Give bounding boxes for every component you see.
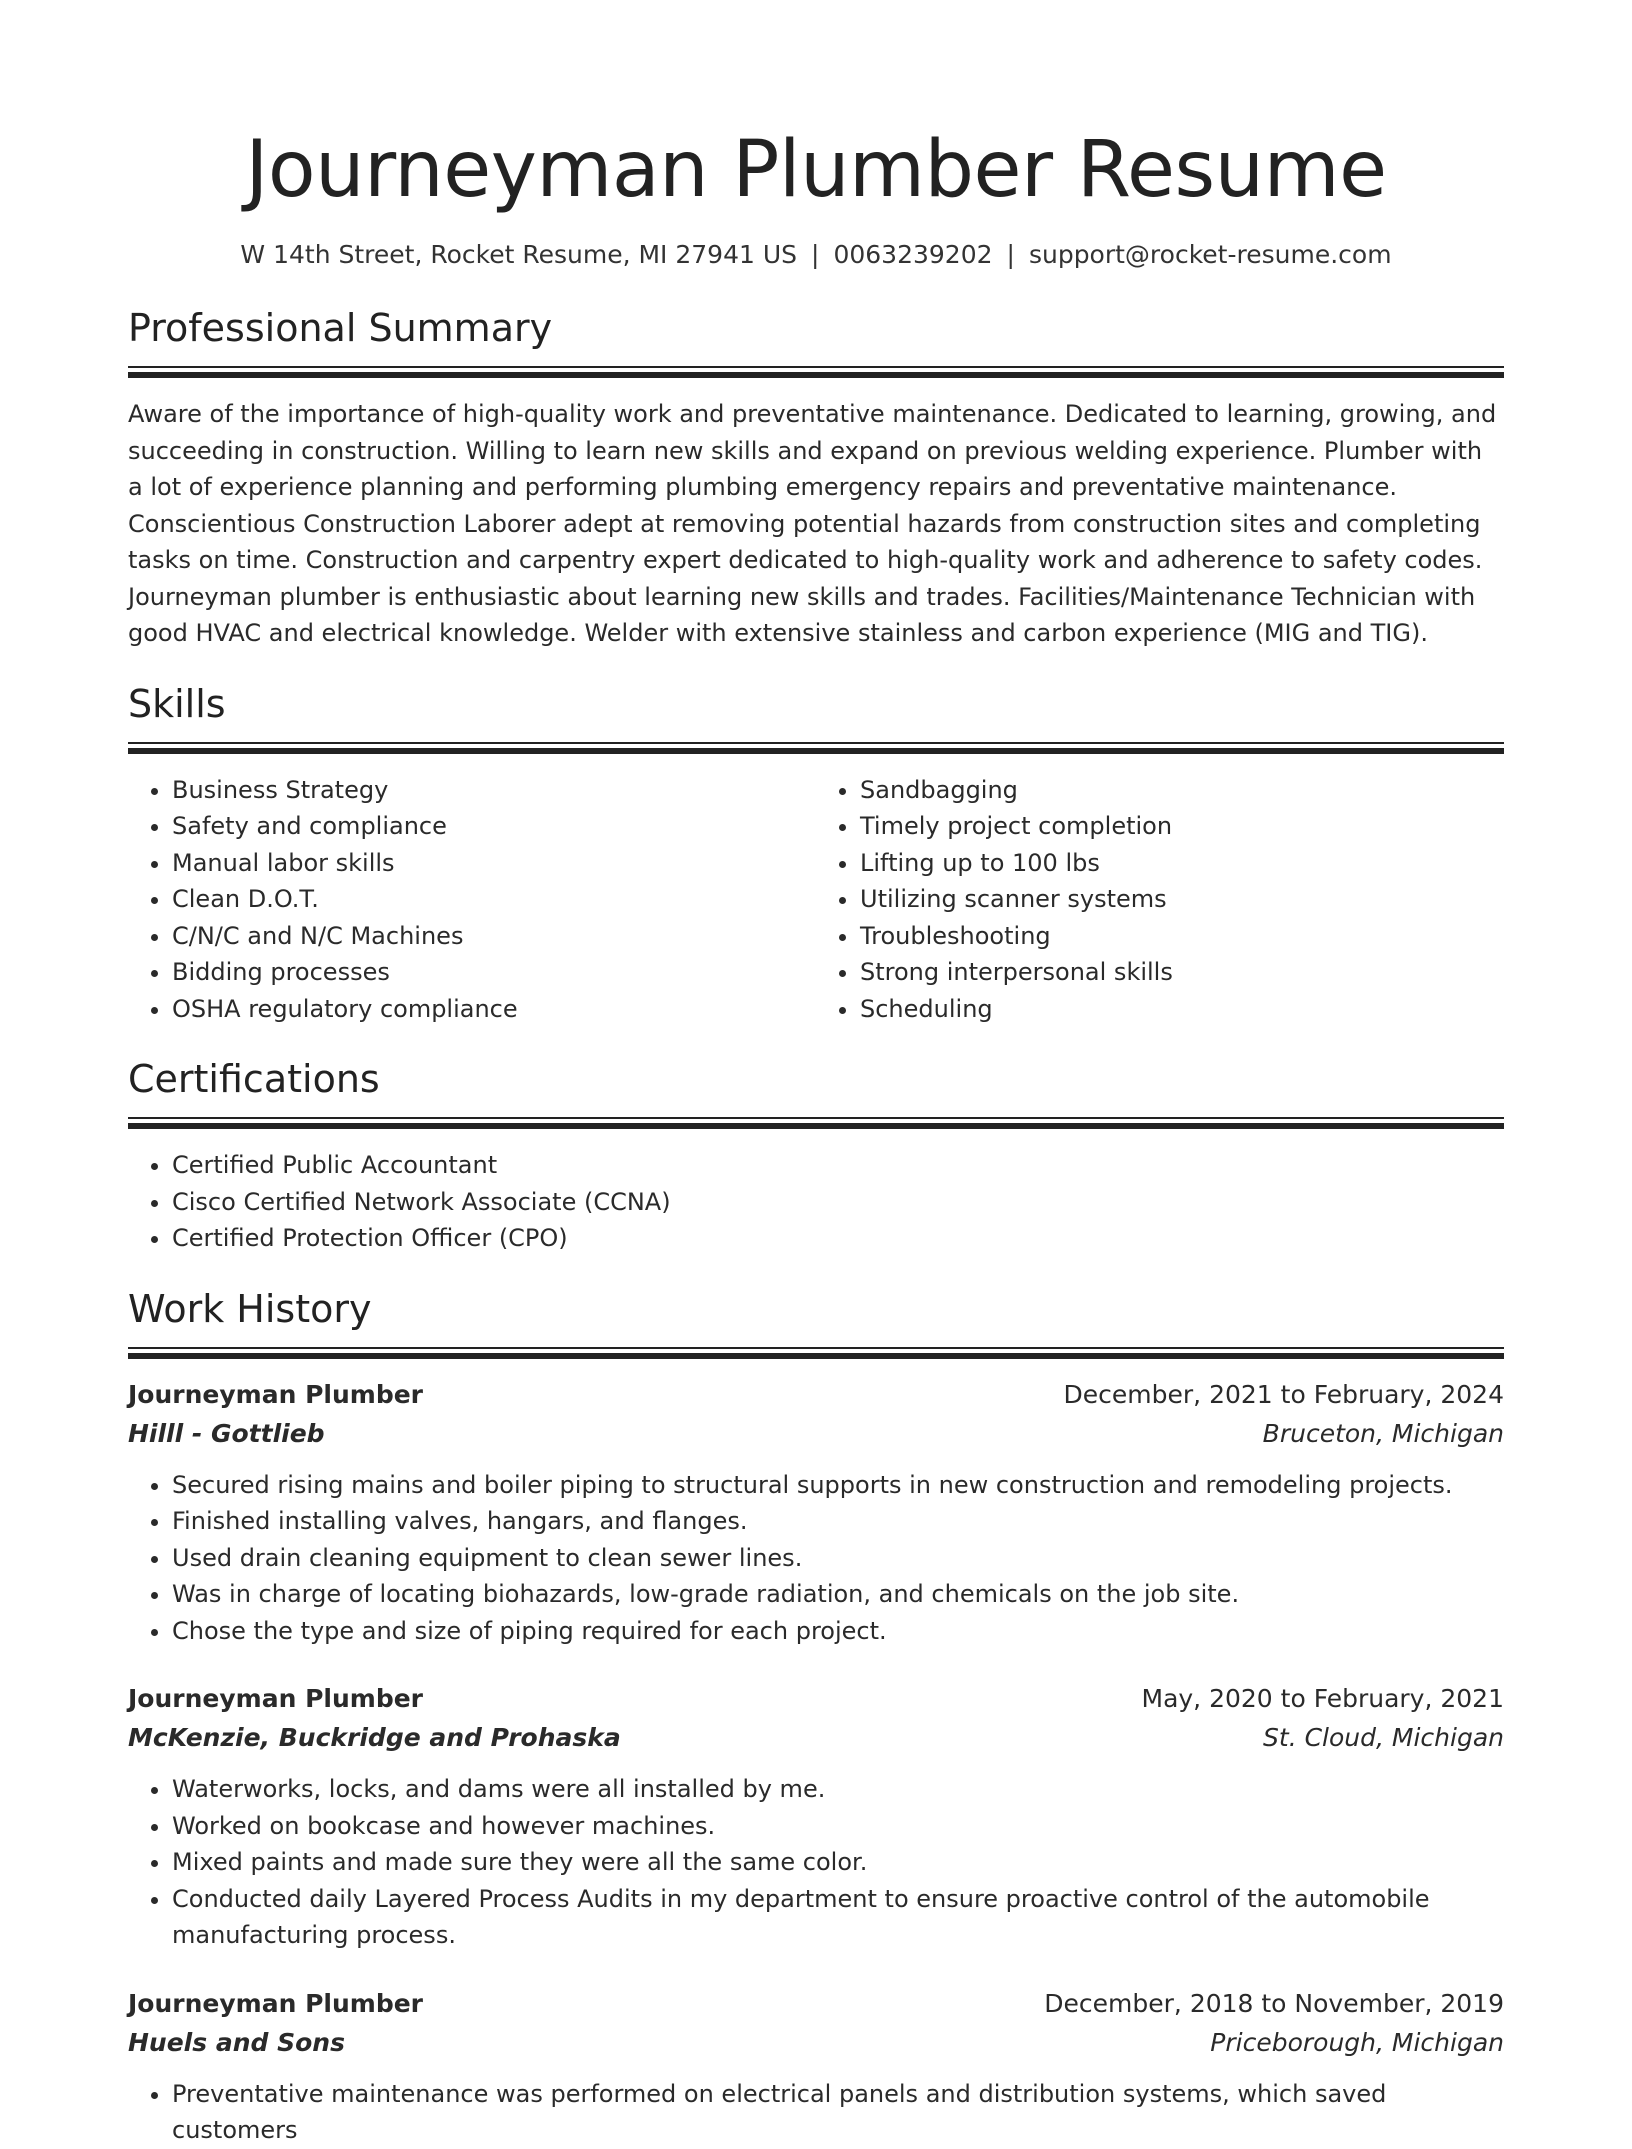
job-header <box>128 1984 1504 2023</box>
skills-list-right <box>816 772 1504 1028</box>
skill-item: • Scheduling <box>860 991 1504 1028</box>
job-bullets <box>128 1467 1504 1650</box>
job-bullets <box>128 1771 1504 1954</box>
job-dates: May, 2020 to February, 2021 <box>1141 1684 1504 1713</box>
contact-address: W 14th Street, Rocket Resume, MI 27941 US <box>240 240 798 269</box>
job-location: Priceborough, Michigan <box>1210 2027 1504 2057</box>
work-history-section <box>128 1285 1504 2149</box>
certification-item: • Certified Public Accountant <box>172 1147 1504 1184</box>
skills-grid <box>128 772 1504 1028</box>
skill-item: • Utilizing scanner systems <box>860 881 1504 918</box>
job-subheader <box>128 1414 1504 1453</box>
job-header <box>128 1375 1504 1414</box>
job-subheader <box>128 2023 1504 2062</box>
job-bullet: • Secured rising mains and boiler piping to structural supports in new construction and remodeling projects. <box>172 1467 1504 1504</box>
job-location: Bruceton, Michigan <box>1262 1418 1504 1448</box>
work-history-heading: Work History <box>128 1286 372 1331</box>
skill-item: • Strong interpersonal skills <box>860 954 1504 991</box>
summary-section <box>128 304 1504 652</box>
certification-item: • Cisco Certified Network Associate (CCNA) <box>172 1184 1504 1221</box>
job-entry <box>128 1375 1504 1650</box>
skill-item: • Sandbagging <box>860 772 1504 809</box>
job-dates: December, 2021 to February, 2024 <box>1063 1379 1504 1409</box>
job-company: McKenzie, Buckridge and Prohaska <box>128 1723 621 1752</box>
skills-section <box>128 680 1504 1028</box>
skill-item: • Safety and compliance <box>172 808 816 845</box>
certifications-heading: Certifications <box>128 1057 380 1101</box>
job-bullet: • Used drain cleaning equipment to clean sewer lines. <box>172 1540 1504 1577</box>
page-title: Journeyman Plumber Resume <box>245 125 1387 215</box>
section-divider <box>128 1347 1504 1359</box>
section-divider <box>128 1117 1504 1129</box>
contact-separator: | <box>1006 240 1015 269</box>
skill-item: • Manual labor skills <box>172 845 816 882</box>
job-company: Hilll - Gottlieb <box>128 1418 325 1448</box>
skill-item: • OSHA regulatory compliance <box>172 991 816 1028</box>
skill-item: • C/N/C and N/C Machines <box>172 918 816 955</box>
skill-item: • Clean D.O.T. <box>172 881 816 918</box>
summary-text: Aware of the importance of high-quality work and preventative maintenance. Dedicated to learning, growing, and succeeding in construction. Willing to learn new skills and expand on previous welding experience. Plumber with a lot of experience planning and performing plumbing emergency repairs and preventative maintenance. Conscientious Construction Laborer adept at removing potential hazards from construction sites and completing tasks on time. Construction and carpentry expert dedicated to high-quality work and adherence to safety codes. Journeyman plumber is enthusiastic about learning new skills and trades. Facilities/Maintenance Technician with good HVAC and electrical knowledge. Welder with extensive stainless and carbon experience (MIG and TIG). <box>128 400 1497 647</box>
job-entry <box>128 1984 1504 2149</box>
job-bullets <box>128 2076 1504 2149</box>
skills-heading: Skills <box>128 681 226 726</box>
skill-item: • Troubleshooting <box>860 918 1504 955</box>
job-location: St. Cloud, Michigan <box>1263 1723 1504 1752</box>
section-divider <box>128 366 1504 378</box>
job-bullet: • Mixed paints and made sure they were all the same color. <box>172 1844 1504 1881</box>
job-bullet: • Finished installing valves, hangars, and flanges. <box>172 1503 1504 1540</box>
certifications-list <box>128 1147 1504 1257</box>
contact-line <box>128 238 1504 272</box>
job-bullet: • Worked on bookcase and however machines. <box>172 1808 1504 1845</box>
certification-item: • Certified Protection Officer (CPO) <box>172 1220 1504 1257</box>
skill-item: • Timely project completion <box>860 808 1504 845</box>
job-bullet: • Conducted daily Layered Process Audits in my department to ensure proactive control of the automobile manufacturing process. <box>172 1881 1504 1954</box>
summary-heading: Professional Summary <box>128 306 553 350</box>
skills-list-left <box>128 772 816 1028</box>
job-title: Journeyman Plumber <box>128 1988 423 2018</box>
job-entry <box>128 1679 1504 1954</box>
certifications-section <box>128 1055 1504 1257</box>
job-title: Journeyman Plumber <box>128 1684 423 1713</box>
contact-phone: 0063239202 <box>833 240 993 269</box>
skill-item: • Business Strategy <box>172 772 816 809</box>
resume-page <box>128 0 1504 2149</box>
job-dates: December, 2018 to November, 2019 <box>1044 1988 1504 2018</box>
job-subheader <box>128 1718 1504 1757</box>
job-bullet: • Preventative maintenance was performed on electrical panels and distribution systems, which saved customers <box>172 2076 1504 2149</box>
section-divider <box>128 742 1504 754</box>
job-bullet: • Chose the type and size of piping required for each project. <box>172 1613 1504 1650</box>
contact-separator: | <box>811 240 820 269</box>
job-header <box>128 1679 1504 1718</box>
job-bullet: • Was in charge of locating biohazards, low-grade radiation, and chemicals on the job site. <box>172 1576 1504 1613</box>
contact-email: support@rocket-resume.com <box>1028 240 1392 269</box>
skill-item: • Bidding processes <box>172 954 816 991</box>
job-bullet: • Waterworks, locks, and dams were all installed by me. <box>172 1771 1504 1808</box>
job-company: Huels and Sons <box>128 2027 345 2057</box>
job-title: Journeyman Plumber <box>128 1379 423 1409</box>
skill-item: • Lifting up to 100 lbs <box>860 845 1504 882</box>
